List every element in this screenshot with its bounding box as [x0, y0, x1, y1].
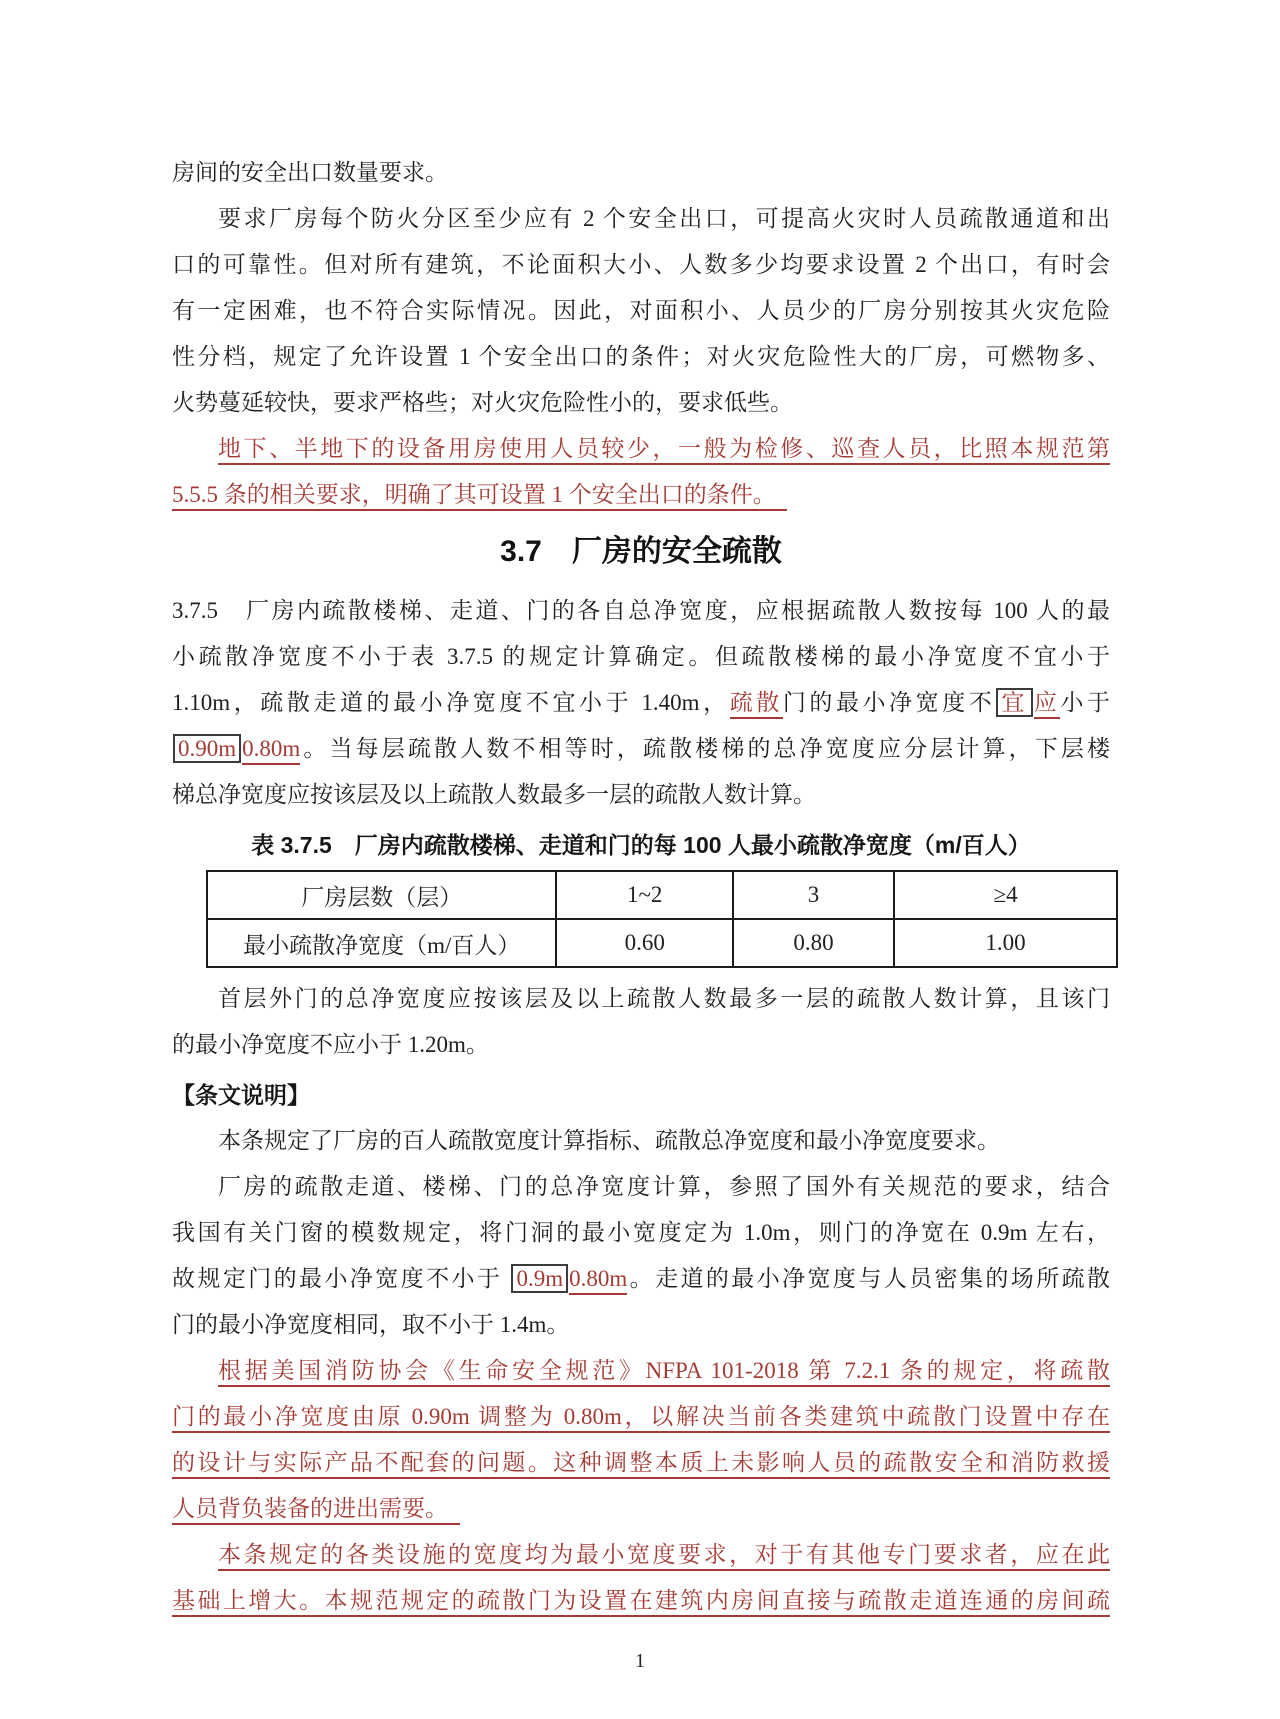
body-line — [172, 1256, 1110, 1302]
body-line — [172, 1440, 1110, 1486]
body-line — [172, 1210, 1110, 1256]
body-text: 1.10m，疏散走道的最小净宽度不宜小于 1.40m， — [172, 690, 730, 715]
table-cell: 0.60 — [556, 919, 733, 967]
body-line — [172, 1118, 1110, 1164]
body-line — [172, 976, 1110, 1022]
body-line — [172, 380, 1110, 426]
inserted-text: 地下、半地下的设备用房使用人员较少，一般为检修、巡查人员，比照本规范第 — [218, 436, 1110, 465]
body-line — [172, 1348, 1110, 1394]
body-text: 3.7.5 厂房内疏散楼梯、走道、门的各自总净宽度，应根据疏散人数按每 100 人的最 — [172, 598, 1110, 623]
body-text: 小疏散净宽度不小于表 3.7.5 的规定计算确定。但疏散楼梯的最小净宽度不宜小于 — [172, 644, 1110, 669]
inserted-text: 人员背负装备的进出需要。 — [172, 1496, 460, 1525]
body-text: 本条规定了厂房的百人疏散宽度计算指标、疏散总净宽度和最小净宽度要求。 — [218, 1128, 1000, 1153]
table-cell: 最小疏散净宽度（m/百人） — [207, 919, 556, 967]
body-line — [172, 1578, 1110, 1624]
body-text: 故规定门的最小净宽度不小于 — [172, 1266, 511, 1291]
body-text: 有一定困难，也不符合实际情况。因此，对面积小、人员少的厂房分别按其火灾危险 — [172, 298, 1110, 323]
inserted-text: 根据美国消防协会《生命安全规范》NFPA 101-2018 第 7.2.1 条的规定，将疏散 — [218, 1358, 1110, 1387]
body-line — [172, 588, 1110, 634]
deleted-text: 宜 — [996, 688, 1033, 717]
body-line — [172, 680, 1110, 726]
body-line — [172, 1486, 1110, 1532]
body-line — [172, 242, 1110, 288]
inserted-text: 本条规定的各类设施的宽度均为最小宽度要求，对于有其他专门要求者，应在此 — [218, 1542, 1110, 1571]
body-line — [172, 1394, 1110, 1440]
inserted-text: 基础上增大。本规范规定的疏散门为设置在建筑内房间直接与疏散走道连通的房间疏 — [172, 1588, 1110, 1617]
deleted-text: 0.90m — [173, 734, 241, 763]
body-text: 性分档，规定了允许设置 1 个安全出口的条件；对火灾危险性大的厂房，可燃物多、 — [172, 344, 1110, 369]
table-row — [207, 871, 1117, 919]
body-line — [172, 196, 1110, 242]
body-line — [172, 772, 1110, 818]
table-cell: 厂房层数（层） — [207, 871, 556, 919]
body-line — [172, 288, 1110, 334]
body-text: 。当每层疏散人数不相等时，疏散楼梯的总净宽度应分层计算，下层楼 — [300, 736, 1110, 761]
body-line — [172, 1164, 1110, 1210]
table-cell: 1~2 — [556, 871, 733, 919]
document-content — [172, 150, 1110, 1624]
body-text: 小于 — [1060, 690, 1111, 715]
table-cell: 1.00 — [894, 919, 1117, 967]
deleted-text: 0.9m — [511, 1264, 568, 1293]
page-number: 1 — [635, 1650, 645, 1672]
body-line — [172, 472, 1110, 518]
spec-table — [206, 870, 1118, 968]
inserted-text: 应 — [1034, 690, 1061, 719]
body-text: 火势蔓延较快，要求严格些；对火灾危险性小的，要求低些。 — [172, 390, 793, 415]
body-text: 门的最小净宽度不 — [782, 690, 996, 715]
body-text: 梯总净宽度应按该层及以上疏散人数最多一层的疏散人数计算。 — [172, 782, 816, 807]
body-text: 口的可靠性。但对所有建筑，不论面积大小、人数多少均要求设置 2 个出口，有时会 — [172, 252, 1110, 277]
body-line — [172, 150, 1110, 196]
body-line — [172, 634, 1110, 680]
body-text: 厂房的疏散走道、楼梯、门的总净宽度计算，参照了国外有关规范的要求，结合 — [218, 1174, 1110, 1199]
body-line — [172, 334, 1110, 380]
inserted-text: 疏散 — [730, 690, 783, 719]
body-line — [172, 1302, 1110, 1348]
body-text: 门的最小净宽度相同，取不小于 1.4m。 — [172, 1312, 570, 1337]
inserted-text: 0.80m — [242, 736, 300, 765]
inserted-text: 0.80m — [569, 1266, 627, 1295]
body-text: 。走道的最小净宽度与人员密集的场所疏散 — [627, 1266, 1111, 1291]
body-text: 的最小净宽度不应小于 1.20m。 — [172, 1032, 489, 1057]
table-cell: ≥4 — [894, 871, 1117, 919]
body-text: 我国有关门窗的模数规定，将门洞的最小宽度定为 1.0m，则门的净宽在 0.9m 左右， — [172, 1220, 1110, 1245]
inserted-text: 的设计与实际产品不配套的问题。这种调整本质上未影响人员的疏散安全和消防救援 — [172, 1450, 1110, 1479]
body-line — [172, 426, 1110, 472]
commentary-label: 【条文说明】 — [172, 1082, 310, 1108]
inserted-text: 门的最小净宽度由原 0.90m 调整为 0.80m，以解决当前各类建筑中疏散门设置中存在 — [172, 1404, 1110, 1433]
table-cell: 0.80 — [733, 919, 894, 967]
body-line — [172, 1532, 1110, 1578]
inserted-text: 5.5.5 条的相关要求，明确了其可设置 1 个安全出口的条件。 — [172, 482, 787, 511]
body-line — [172, 1022, 1110, 1068]
section-heading: 3.7 厂房的安全疏散 — [500, 535, 782, 568]
table-cell: 3 — [733, 871, 894, 919]
body-line — [172, 726, 1110, 772]
table-row — [207, 919, 1117, 967]
body-text: 首层外门的总净宽度应按该层及以上疏散人数最多一层的疏散人数计算，且该门 — [218, 986, 1110, 1011]
body-text: 房间的安全出口数量要求。 — [172, 160, 448, 185]
body-text: 要求厂房每个防火分区至少应有 2 个安全出口，可提高火灾时人员疏散通道和出 — [218, 206, 1110, 231]
table-caption: 表 3.7.5 厂房内疏散楼梯、走道和门的每 100 人最小疏散净宽度（m/百人） — [251, 832, 1031, 858]
